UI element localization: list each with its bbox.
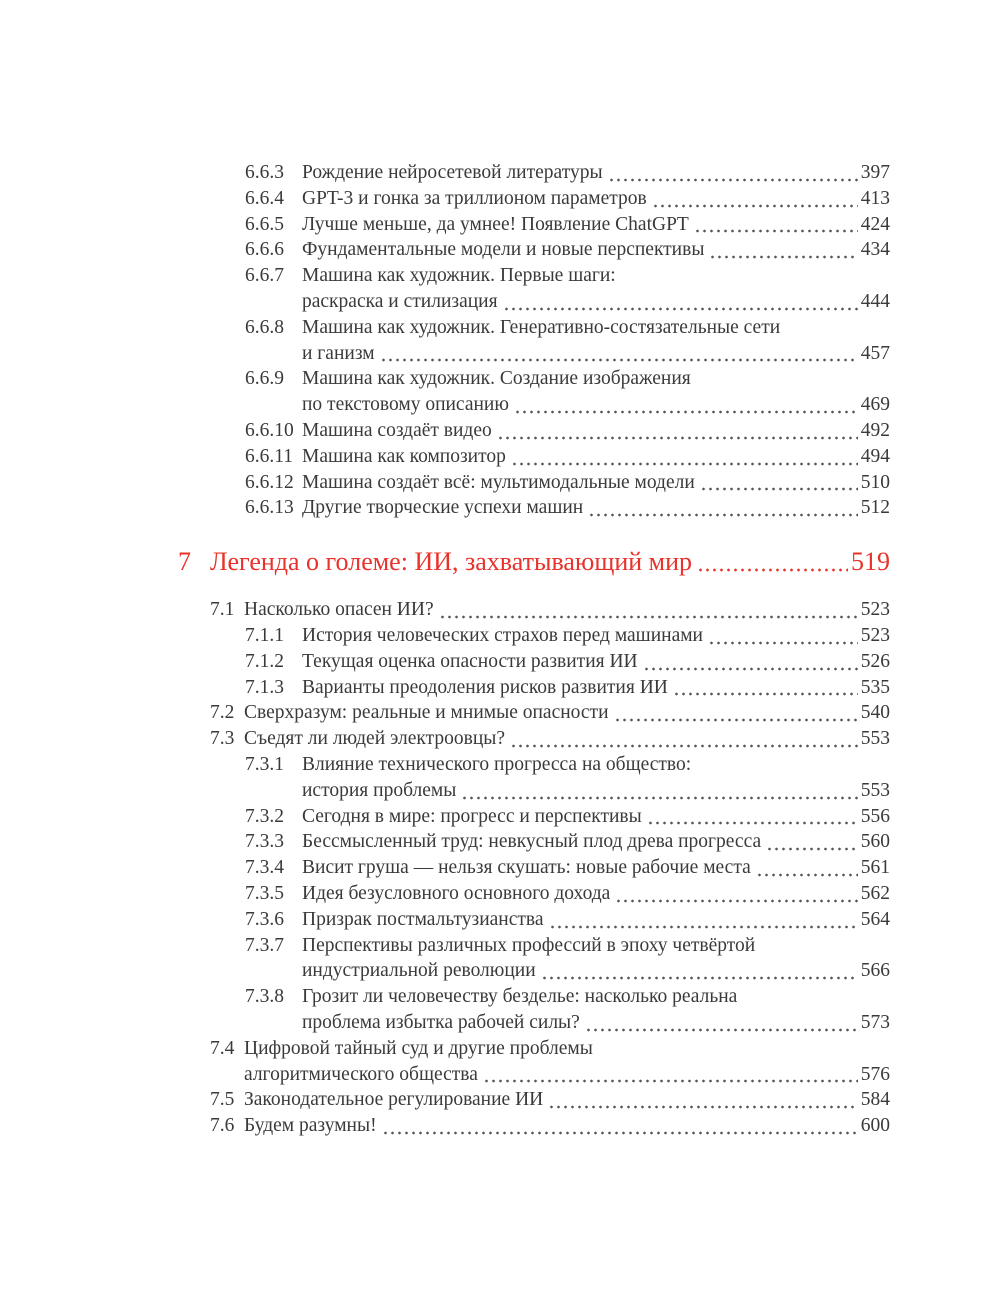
toc-entry-title: Машина создаёт всё: мультимодальные модели <box>302 471 695 493</box>
dot-leader <box>689 212 861 238</box>
toc-entry-title: Съедят ли людей электроовцы? <box>244 728 506 750</box>
toc-entry-title: Машина создаёт видео <box>302 419 492 441</box>
toc-entry-number: 7.3.5 <box>245 882 284 904</box>
toc-entry-title: Перспективы различных профессий в эпоху четвёртой <box>302 934 756 956</box>
toc-entry-body <box>244 597 890 623</box>
toc-entry-body <box>302 212 890 238</box>
toc-entry-line <box>302 881 890 907</box>
dot-leader <box>506 444 861 470</box>
toc-entry-number: 6.6.12 <box>245 471 294 493</box>
toc-entry-line <box>302 804 890 830</box>
dot-leader <box>583 495 861 521</box>
toc-entry-page-number: 510 <box>860 471 890 493</box>
toc-entry-line <box>244 1113 890 1139</box>
toc-entry-line <box>244 1062 890 1088</box>
toc-entry-number: 6.6.6 <box>245 239 284 261</box>
toc-entry <box>245 366 890 418</box>
toc-entry-line <box>302 315 890 341</box>
toc-entry <box>210 700 890 726</box>
dot-leader <box>610 881 860 907</box>
toc-entry-number: 7.5 <box>210 1089 235 1111</box>
dot-leader <box>751 855 861 881</box>
toc-entry <box>245 470 890 496</box>
toc-entry <box>210 597 890 623</box>
toc-entry-body <box>302 804 890 830</box>
toc-entry-body <box>302 984 890 1036</box>
toc-entry-page-number: 556 <box>860 805 890 827</box>
toc-entry-page-number: 535 <box>860 676 890 698</box>
dot-leader <box>761 829 861 855</box>
dot-leader <box>543 1087 861 1113</box>
toc-entry-page-number: 526 <box>860 650 890 672</box>
toc-entry-page-number: 512 <box>860 497 890 519</box>
toc-entry-body <box>302 418 890 444</box>
toc-entry-page-number: 424 <box>860 213 890 235</box>
toc-entry-page-number: 444 <box>860 290 890 312</box>
toc-entry-page-number: 413 <box>860 187 890 209</box>
dot-leader <box>377 1113 861 1139</box>
toc-entry-title: GPT-3 и гонка за триллионом параметров <box>302 187 647 209</box>
toc-entry-body <box>302 933 890 985</box>
toc-entry-line <box>302 623 890 649</box>
toc-entry-number: 7.3.2 <box>245 805 284 827</box>
dot-leader <box>456 778 860 804</box>
dot-leader <box>704 237 860 263</box>
toc-entry-title: Лучше меньше, да умнее! Появление ChatGPT <box>302 213 689 235</box>
chapter-number: 7 <box>178 547 191 577</box>
toc-entry <box>245 237 890 263</box>
toc-entry <box>245 829 890 855</box>
toc-entry-line <box>302 495 890 521</box>
toc-entry-number: 6.6.4 <box>245 187 284 209</box>
toc-entry-line <box>302 237 890 263</box>
toc-entry-number: 7.3 <box>210 728 235 750</box>
toc-entry-title: Машина как композитор <box>302 445 506 467</box>
toc-entry-line <box>302 1010 890 1036</box>
toc-entry-line <box>302 855 890 881</box>
toc-entry-line <box>302 160 890 186</box>
toc-entry-body <box>302 470 890 496</box>
toc-entry-title: Будем разумны! <box>244 1115 377 1137</box>
toc-entry-number: 7.3.6 <box>245 908 284 930</box>
toc-entry-body <box>244 700 890 726</box>
toc-entry-number: 6.6.9 <box>245 368 284 390</box>
toc-entry <box>245 804 890 830</box>
toc-entry-page-number: 540 <box>860 702 890 724</box>
toc-entry-number: 7.4 <box>210 1037 235 1059</box>
dot-leader <box>509 392 861 418</box>
dot-leader <box>434 597 861 623</box>
toc-entry-title: Призрак постмальтузианства <box>302 908 544 930</box>
toc-entry <box>210 1036 890 1088</box>
toc-entry-number: 7.1.3 <box>245 676 284 698</box>
dot-leader <box>505 726 861 752</box>
toc-entry-body <box>302 752 890 804</box>
toc-entry-page-number: 553 <box>860 779 890 801</box>
toc-entry-number: 7.3.4 <box>245 857 284 879</box>
toc-entry-page-number: 576 <box>860 1063 890 1085</box>
toc-entry-page-number: 494 <box>860 445 890 467</box>
toc-entry-number: 7.3.7 <box>245 934 284 956</box>
toc-entry-line <box>244 726 890 752</box>
toc-entry-title: История человеческих страхов перед машинами <box>302 624 703 646</box>
toc-entry-title: Фундаментальные модели и новые перспективы <box>302 239 705 261</box>
toc-lower-section <box>210 597 890 1139</box>
toc-entry-title: алгоритмического общества <box>244 1063 478 1085</box>
toc-entry <box>245 649 890 675</box>
toc-entry-body <box>244 1087 890 1113</box>
toc-entry-number: 6.6.7 <box>245 265 284 287</box>
toc-entry-number: 6.6.10 <box>245 419 294 441</box>
toc-entry-title: Машина как художник. Первые шаги: <box>302 265 616 287</box>
chapter-heading <box>178 545 890 579</box>
toc-entry-title: Машина как художник. Создание изображения <box>302 368 691 390</box>
toc-entry <box>245 933 890 985</box>
toc-entry-number: 7.3.1 <box>245 753 284 775</box>
dot-leader <box>692 545 851 579</box>
toc-entry-line <box>302 418 890 444</box>
dot-leader <box>695 470 861 496</box>
toc-entry-title: история проблемы <box>302 779 457 801</box>
toc-entry-line <box>244 700 890 726</box>
toc-entry-body <box>244 1113 890 1139</box>
toc-upper-section <box>210 160 890 521</box>
toc-entry-title: Варианты преодоления рисков развития ИИ <box>302 676 668 698</box>
dot-leader <box>498 289 861 315</box>
toc-entry-page-number: 564 <box>860 908 890 930</box>
toc-entry-title: Сверхразум: реальные и мнимые опасности <box>244 702 609 724</box>
toc-entry-page-number: 562 <box>860 882 890 904</box>
toc-entry-line <box>302 366 890 392</box>
toc-entry-page-number: 434 <box>860 239 890 261</box>
toc-entry-page-number: 469 <box>860 394 890 416</box>
toc-entry-title: Влияние технического прогресса на общество: <box>302 753 692 775</box>
toc-entry-body <box>302 649 890 675</box>
toc-entry-body <box>302 881 890 907</box>
toc-entry <box>245 623 890 649</box>
toc-entry-page-number: 566 <box>860 960 890 982</box>
dot-leader <box>478 1062 861 1088</box>
toc-entry-page-number: 492 <box>860 419 890 441</box>
toc-entry-title: Текущая оценка опасности развития ИИ <box>302 650 638 672</box>
toc-entry-line <box>302 933 890 959</box>
toc-entry-line <box>244 1087 890 1113</box>
toc-entry-line <box>302 649 890 675</box>
toc-entry-page-number: 584 <box>860 1089 890 1111</box>
toc-entry-line <box>302 778 890 804</box>
toc-entry-body <box>302 623 890 649</box>
toc-entry-body <box>302 186 890 212</box>
toc-entry <box>245 418 890 444</box>
toc-entry-page-number: 600 <box>860 1115 890 1137</box>
toc-entry-number: 6.6.8 <box>245 316 284 338</box>
toc-entry-body <box>302 829 890 855</box>
toc-entry-page-number: 523 <box>860 624 890 646</box>
dot-leader <box>638 649 861 675</box>
toc-entry-number: 6.6.11 <box>245 445 294 467</box>
toc-entry-body <box>244 726 890 752</box>
toc-entry-title: Насколько опасен ИИ? <box>244 599 434 621</box>
toc-entry-number: 6.6.13 <box>245 497 294 519</box>
toc-entry-title: по текстовому описанию <box>302 394 509 416</box>
toc-entry-page-number: 561 <box>860 857 890 879</box>
toc-entry-line <box>302 984 890 1010</box>
toc-entry-line <box>302 829 890 855</box>
dot-leader <box>703 623 861 649</box>
dot-leader <box>642 804 861 830</box>
toc-entry <box>245 984 890 1036</box>
toc-entry-body <box>302 237 890 263</box>
toc-entry-number: 7.1 <box>210 599 235 621</box>
toc-entry-line <box>302 341 890 367</box>
toc-entry-title: Машина как художник. Генеративно-состязательные сети <box>302 316 781 338</box>
toc-entry <box>245 315 890 367</box>
toc-entry-page-number: 523 <box>860 599 890 621</box>
toc-entry-line <box>302 186 890 212</box>
toc-entry <box>245 495 890 521</box>
toc-entry <box>245 881 890 907</box>
toc-entry-number: 7.6 <box>210 1115 235 1137</box>
toc-entry <box>245 186 890 212</box>
toc-entry-page-number: 553 <box>860 728 890 750</box>
toc-entry-body <box>302 675 890 701</box>
toc-entry-line <box>302 470 890 496</box>
dot-leader <box>647 186 861 212</box>
toc-entry <box>210 1113 890 1139</box>
toc-entry-body <box>244 1036 890 1088</box>
toc-entry-body <box>302 315 890 367</box>
toc-entry-title: Бессмысленный труд: невкусный плод древа прогресса <box>302 831 762 853</box>
toc-entry-page-number: 573 <box>860 1011 890 1033</box>
toc-entry-number: 7.3.3 <box>245 831 284 853</box>
toc-entry-title: Сегодня в мире: прогресс и перспективы <box>302 805 642 827</box>
toc-entry-title: Законодательное регулирование ИИ <box>244 1089 544 1111</box>
toc-entry-body <box>302 160 890 186</box>
toc-entry-line <box>244 1036 890 1062</box>
toc-entry-title: и ганизм <box>302 342 375 364</box>
toc-entry-title: Рождение нейросетевой литературы <box>302 162 603 183</box>
toc-entry <box>210 726 890 752</box>
toc-entry <box>245 752 890 804</box>
toc-entry-body <box>302 907 890 933</box>
toc-entry <box>245 675 890 701</box>
toc-entry <box>245 444 890 470</box>
toc-entry-page-number: 397 <box>860 162 890 183</box>
toc-entry-page-number: 457 <box>860 342 890 364</box>
chapter-title: Легенда о големе: ИИ, захватывающий мир <box>210 547 693 577</box>
chapter-page-number: 519 <box>851 547 890 577</box>
toc-entry-number: 7.1.1 <box>245 624 284 646</box>
toc-entry <box>245 855 890 881</box>
toc-entry-line <box>302 958 890 984</box>
toc-entry-title: Идея безусловного основного дохода <box>302 882 611 904</box>
toc-entry-page-number: 560 <box>860 831 890 853</box>
toc-entry-title: Другие творческие успехи машин <box>302 497 584 519</box>
toc-entry-title: Грозит ли человечеству безделье: насколько реальна <box>302 986 738 1008</box>
dot-leader <box>536 958 861 984</box>
toc-entry-number: 7.2 <box>210 702 235 724</box>
toc-entry-line <box>302 289 890 315</box>
toc-entry-body <box>302 495 890 521</box>
toc-entry <box>245 160 890 186</box>
toc-entry-number: 6.6.3 <box>245 162 284 183</box>
toc-entry-line <box>244 597 890 623</box>
toc-entry-number: 7.1.2 <box>245 650 284 672</box>
dot-leader <box>544 907 861 933</box>
toc-entry-body <box>302 366 890 418</box>
toc-entry <box>245 907 890 933</box>
dot-leader <box>375 341 861 367</box>
dot-leader <box>668 675 861 701</box>
toc-entry-line <box>302 212 890 238</box>
dot-leader <box>580 1010 861 1036</box>
toc-entry-line <box>302 752 890 778</box>
toc-entry-line <box>302 444 890 470</box>
toc-entry-body <box>302 444 890 470</box>
toc-entry-number: 7.3.8 <box>245 986 284 1008</box>
dot-leader <box>603 160 861 186</box>
toc-entry <box>245 212 890 238</box>
toc-entry-body <box>302 263 890 315</box>
toc-entry-line <box>302 907 890 933</box>
dot-leader <box>492 418 861 444</box>
toc-entry <box>210 1087 890 1113</box>
toc-entry-title: индустриальной революции <box>302 960 536 982</box>
toc-entry-line <box>302 263 890 289</box>
toc-entry-line <box>302 392 890 418</box>
toc-entry <box>245 263 890 315</box>
toc-entry-title: раскраска и стилизация <box>302 290 498 312</box>
toc-entry-body <box>302 855 890 881</box>
dot-leader <box>609 700 861 726</box>
toc-entry-title: Цифровой тайный суд и другие проблемы <box>244 1037 593 1059</box>
toc-entry-title: проблема избытка рабочей силы? <box>302 1011 580 1033</box>
toc-entry-title: Висит груша — нельзя скушать: новые рабочие места <box>302 857 751 879</box>
toc-entry-line <box>302 675 890 701</box>
toc-entry-number: 6.6.5 <box>245 213 284 235</box>
